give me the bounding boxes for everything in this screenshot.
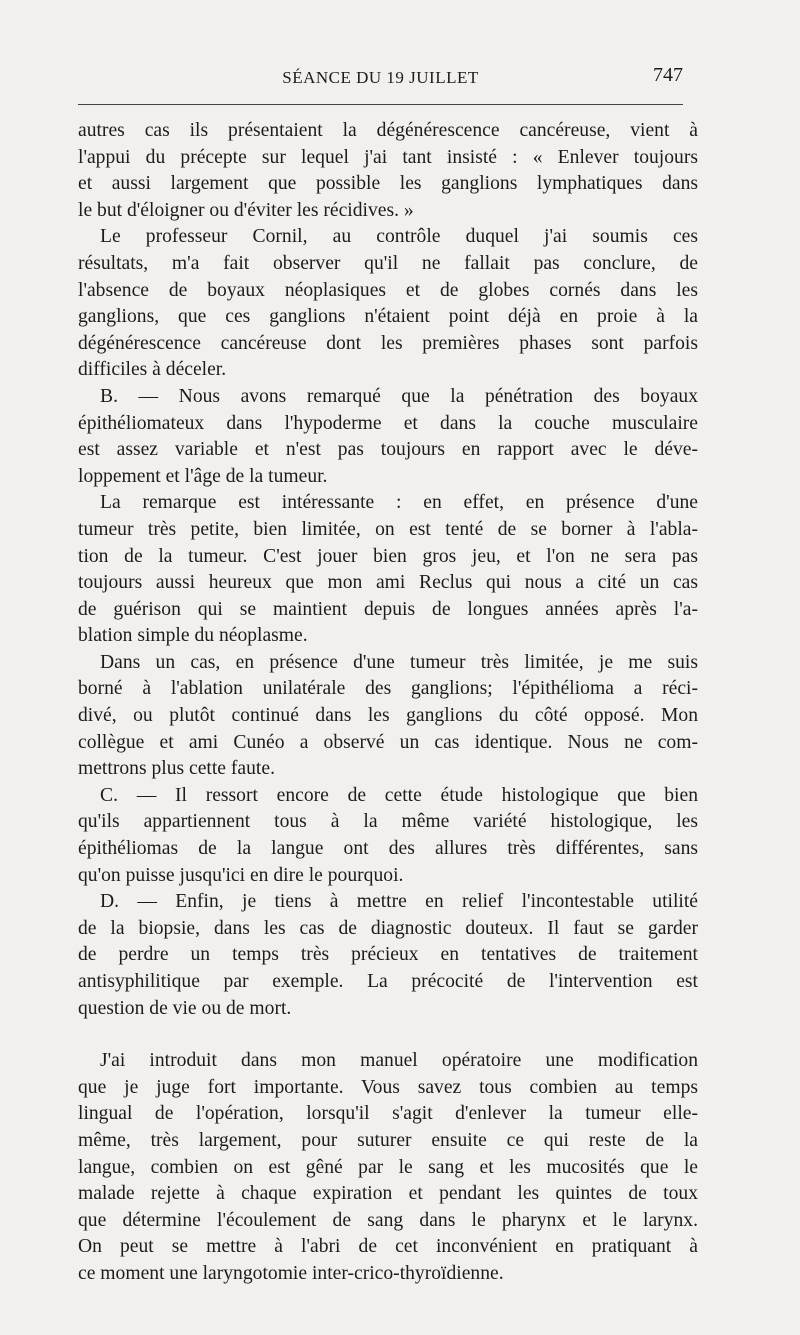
text-line: antisyphilitique par exemple. La précocité de l'intervention est: [78, 971, 698, 992]
paragraph: [78, 224, 698, 384]
text-line: de guérison qui se maintient depuis de longues années après l'a-: [78, 598, 698, 620]
text-line: ganglions, que ces ganglions n'étaient point déjà en proie à la: [78, 306, 698, 328]
text-line: Le professeur Cornil, au contrôle duquel j'ai soumis ces: [100, 226, 698, 248]
text-line: La remarque est intéressante : en effet, en présence d'une: [100, 492, 698, 514]
text-line: l'absence de boyaux néoplasiques et de globes cornés dans les: [78, 279, 698, 301]
text-line: qu'ils appartiennent tous à la même variété histologique, les: [78, 811, 698, 833]
text-line: dégénérescence cancéreuse dont les premières phases sont parfois: [78, 332, 698, 354]
text-line: blation simple du néoplasme.: [78, 625, 308, 647]
text-line: J'ai introduit dans mon manuel opératoire une modification: [100, 1050, 698, 1072]
text-line: ce moment une laryngotomie inter-crico-thyroïdienne.: [78, 1262, 504, 1284]
section-gap: [78, 1022, 698, 1048]
running-header: [78, 62, 683, 92]
text-line: de perdre un temps très précieux en tentatives de traitement: [78, 944, 698, 966]
text-line: borné à l'ablation unilatérale des ganglions; l'épithélioma a réci-: [78, 678, 698, 700]
text-line: qu'on puisse jusqu'ici en dire le pourquoi.: [78, 864, 404, 886]
text-line: le but d'éloigner ou d'éviter les récidives. »: [78, 199, 414, 221]
text-line: toujours aussi heureux que mon ami Reclus qui nous a cité un cas: [78, 572, 698, 594]
text-line: On peut se mettre à l'abri de cet inconvénient en pratiquant à: [78, 1236, 698, 1258]
text-line: autres cas ils présentaient la dégénérescence cancéreuse, vient à: [78, 120, 698, 141]
text-line: de la biopsie, dans les cas de diagnostic douteux. Il faut se garder: [78, 917, 698, 939]
paragraph: [78, 650, 698, 783]
text-line: épithéliomateux dans l'hypoderme et dans la couche musculaire: [78, 412, 698, 434]
text-line: difficiles à déceler.: [78, 359, 227, 381]
text-line: D. — Enfin, je tiens à mettre en relief l'incontestable utilité: [100, 891, 698, 913]
text-line: Dans un cas, en présence d'une tumeur très limitée, je me suis: [100, 651, 698, 673]
text-line: tion de la tumeur. C'est jouer bien gros jeu, et l'on ne sera pas: [78, 545, 698, 567]
text-line: malade rejette à chaque expiration et pendant les quintes de toux: [78, 1183, 698, 1205]
text-line: est assez variable et n'est pas toujours en rapport avec le déve-: [78, 439, 698, 461]
text-line: résultats, m'a fait observer qu'il ne fallait pas conclure, de: [78, 252, 698, 274]
text-line: épithéliomas de la langue ont des allures très différentes, sans: [78, 838, 698, 860]
paragraph: [78, 783, 698, 889]
text-line: même, très largement, pour suturer ensuite ce qui reste de la: [78, 1129, 698, 1151]
paragraph: [78, 118, 698, 224]
text-line: loppement et l'âge de la tumeur.: [78, 465, 328, 487]
page-number: 747: [653, 64, 683, 86]
text-line: que détermine l'écoulement de sang dans le pharynx et le larynx.: [78, 1209, 698, 1231]
text-line: B. — Nous avons remarqué que la pénétration des boyaux: [100, 385, 698, 407]
paragraph: [78, 490, 698, 650]
paragraph: [78, 384, 698, 490]
header-rule: [78, 104, 683, 105]
text-line: tumeur très petite, bien limitée, on est tenté de se borner à l'abla-: [78, 518, 698, 540]
text-line: l'appui du précepte sur lequel j'ai tant insisté : « Enlever toujours: [78, 146, 698, 168]
paragraph: [78, 1048, 698, 1287]
text-line: et aussi largement que possible les ganglions lymphatiques dans: [78, 173, 698, 195]
body-text: [78, 118, 698, 1288]
text-line: que je juge fort importante. Vous savez tous combien au temps: [78, 1076, 698, 1098]
text-line: lingual de l'opération, lorsqu'il s'agit d'enlever la tumeur elle-: [78, 1103, 698, 1125]
running-title: SÉANCE DU 19 JUILLET: [282, 68, 479, 87]
text-line: divé, ou plutôt continué dans les ganglions du côté opposé. Mon: [78, 705, 698, 727]
text-line: langue, combien on est gêné par le sang et les mucosités que le: [78, 1156, 698, 1178]
text-line: mettrons plus cette faute.: [78, 758, 275, 780]
text-line: collègue et ami Cunéo a observé un cas identique. Nous ne com-: [78, 731, 698, 753]
text-line: C. — Il ressort encore de cette étude histologique que bien: [100, 784, 698, 806]
text-line: question de vie ou de mort.: [78, 997, 292, 1019]
paragraph: [78, 889, 698, 1022]
